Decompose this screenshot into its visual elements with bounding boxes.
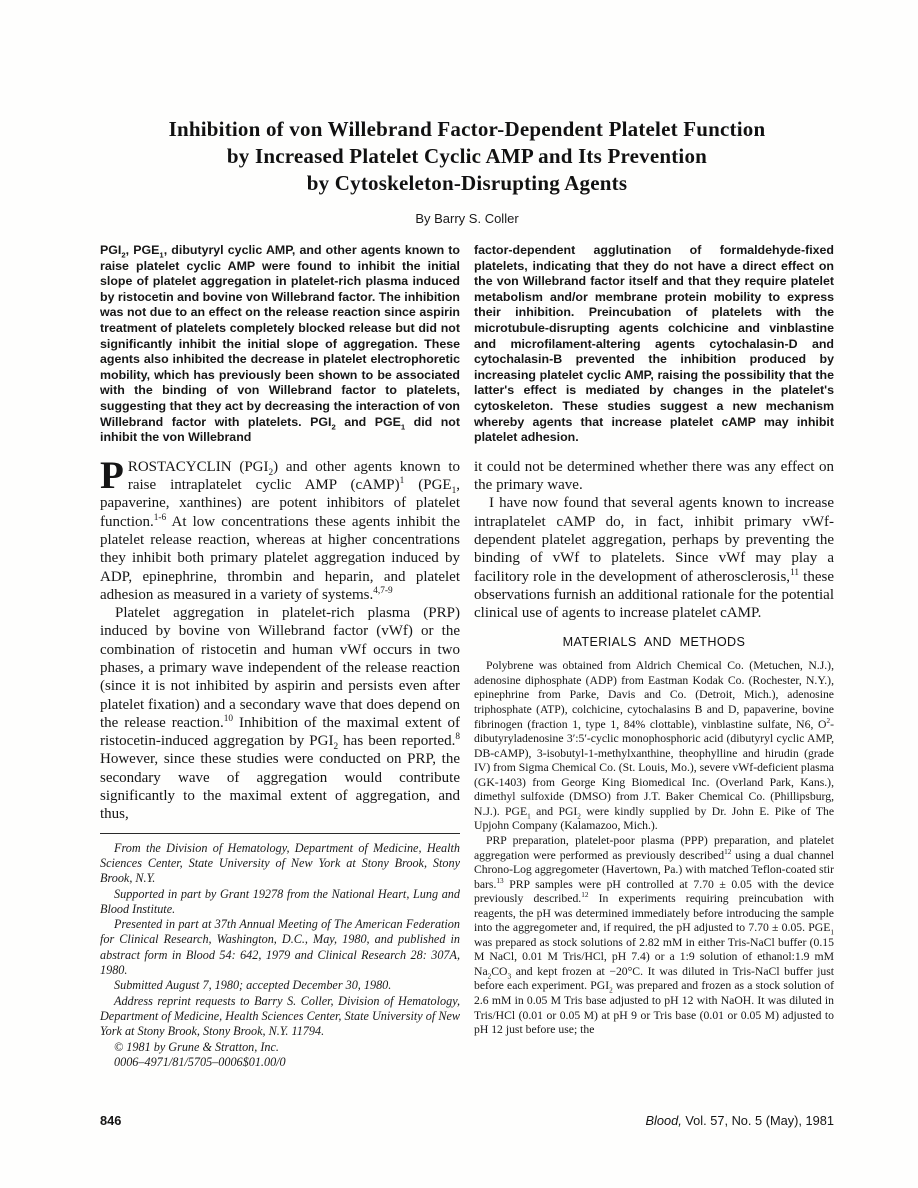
materials-and-methods-section xyxy=(474,635,834,1037)
footnote-divider xyxy=(100,833,460,834)
abstract-left-column: $PGI_2$, $PGE_1$, dibutyryl cyclic AMP, and other agents known to raise platelet cyclic AMP were found to inhibit the initial slope of platelet aggregation in platelet-rich plasma induced by ristocetin and bovine von Willebrand factor. The inhibition was not due to an effect on the release reaction since aspirin treatment of platelets completely blocked release but did not significantly inhibit the initial slope of aggregation. These agents also inhibited the decrease in platelet electrophoretic mobility, which has previously been shown to be associated with the binding of von Willebrand factor to platelets, suggesting that they act by decreasing the interaction of von Willebrand factor with platelets. $PGI_2$ and $PGE_1$ did not inhibit the von Willebrand xyxy=(100,243,460,445)
article-title-line-1: Inhibition of von Willebrand Factor-Dependent Platelet Function xyxy=(168,117,766,141)
intro-paragraph: PROSTACYCLIN $(PGI_2)$ and other agents known to raise intraplatelet cyclic AMP (cAMP)$^1$ ($PGE_1$, papaverine, xanthines) are potent inhibitors of platelet function.$^{1-6}$ At low concentrations these agents inhibit the platelet release reaction, whereas at higher concentrations they inhibit both primary platelet aggregation induced by ADP, epinephrine, thrombin and heparin, and platelet adhesion as measured in a variety of systems.$^{4,7-9}$ xyxy=(100,453,460,603)
methods-heading: MATERIALS AND METHODS xyxy=(562,635,746,650)
journal-issue: Vol. 57, No. 5 (May), 1981 xyxy=(681,1113,834,1128)
footnote-support: Supported in part by Grant 19278 from the National Heart, Lung and Blood Institute. xyxy=(100,886,460,916)
footnote-reprints: Address reprint requests to Barry S. Coller, Division of Hematology, Department of Medicine, Health Sciences Center, State University of New York at Stony Brook, Stony Brook, N.Y. 11794. xyxy=(100,993,460,1039)
byline: By Barry S. Coller xyxy=(415,211,519,226)
body-right-text xyxy=(474,458,834,623)
body-right-column xyxy=(474,458,834,1070)
page-footer xyxy=(100,1113,834,1128)
continuation-paragraph: it could not be determined whether there was any effect on the primary wave. xyxy=(474,458,834,494)
findings-paragraph: I have now found that several agents known to increase intraplatelet cAMP do, in fact, inhibit primary vWf-dependent platelet aggregation, perhaps by preventing the binding of vWf to platelets. Since vWf may play a facilitory role in the development of atherosclerosis,$^{11}$ these observations furnish an additional rationale for the potential clinical use of agents to increase platelet cAMP. xyxy=(474,495,834,622)
journal-citation xyxy=(645,1113,834,1128)
page-number: 846 xyxy=(100,1113,122,1128)
footnotes xyxy=(100,841,460,1070)
footnote-affiliation: From the Division of Hematology, Department of Medicine, Health Sciences Center, State University of New York at Stony Brook, Stony Brook, N.Y. xyxy=(100,840,460,886)
footnote-copyright: © 1981 by Grune & Stratton, Inc. xyxy=(114,1039,279,1054)
abstract xyxy=(100,243,834,446)
journal-name: Blood, xyxy=(645,1113,682,1128)
article-title xyxy=(100,116,834,197)
abstract-right-column: factor-dependent agglutination of formaldehyde-fixed platelets, indicating that they do not have a direct effect on the von Willebrand factor itself and that they require platelet metabolism and/or membrane protein mobility to express their inhibition. Preincubation of platelets with the microtubule-disrupting agents colchicine and vinblastine and microfilament-altering agents cytochalasin-D and cytochalasin-B prevented the inhibition produced by increasing platelet cyclic AMP, raising the possibility that the latter's effect is mediated by changes in the platelet's cytoskeleton. These studies suggest a new mechanism whereby agents that increase platelet cAMP may inhibit platelet adhesion. xyxy=(474,243,834,445)
methods-paragraph-2: PRP preparation, platelet-poor plasma (PPP) preparation, and platelet aggregation were performed as previously described$^{12}$ using a dual channel Chrono-Log aggregometer (Havertown, Pa.) with matched Teflon-coated stir bars.$^{13}$ PRP samples were pH controlled at 7.70 ± 0.05 with the device previously described.$^{12}$ In experiments requiring preincubation with reagents, the pH was determined immediately before introducing the sample into the aggregometer and, if required, the pH adjusted to 7.70 ± 0.05. $PGE_1$ was prepared as stock solutions of 2.82 mM in either Tris-NaCl buffer (0.15 M NaCl, 0.01 M Tris/HCl, pH 7.4) or a 1:9 solution of ethanol:1.9 mM $Na_2CO_3$ and kept frozen at −20°C. It was diluted in Tris-NaCl buffer just before each experiment. $PGI_2$ was prepared and frozen as a stock solution of 2.6 mM in 0.05 M Tris base adjusted to pH 12 with NaOH. It was diluted in Tris/HCl (0.01 or 0.05 M) at pH 9 or Tris base (0.01 or 0.05 M) adjusted to pH 12 just before use; the xyxy=(474,833,835,1037)
footnote-submitted: Submitted August 7, 1980; accepted December 30, 1980. xyxy=(114,978,392,993)
body-left-column xyxy=(100,453,460,1070)
article-body xyxy=(100,453,835,1070)
footnote-issn-code: 0006–4971/81/5705–0006$01.00/0 xyxy=(114,1054,286,1069)
footnote-presented: Presented in part at 37th Annual Meeting of The American Federation for Clinical Research, Washington, D.C., May, 1980, and published in abstract form in Blood 54: 642, 1979 and Clinical Research 28: 307A, 1980. xyxy=(100,917,460,978)
article-title-line-3: by Cytoskeleton-Disrupting Agents xyxy=(306,171,628,195)
intro-paragraph-2: Platelet aggregation in platelet-rich plasma (PRP) induced by bovine von Willebrand factor (vWf) or the combination of ristocetin and human vWf occurs in two phases, a primary wave independent of the release reaction (since it is not inhibited by aspirin and persists even after platelet fixation) and a secondary wave that does depend on the release reaction.$^{10}$ Inhibition of the maximal extent of ristocetin-induced aggregation by $PGI_2$ has been reported.$^8$ However, since these studies were conducted on PRP, the secondary wave of aggregation would contribute significantly to the maximal extent of aggregation, and thus, xyxy=(100,605,460,823)
article-title-line-2: by Increased Platelet Cyclic AMP and Its Prevention xyxy=(226,144,708,168)
methods-paragraph-1: Polybrene was obtained from Aldrich Chemical Co. (Metuchen, N.J.), adenosine diphosphate (ADP) from Eastman Kodak Co. (Rochester, N.Y.), epinephrine from Parke, Davis and Co. (Detroit, Mich.), adenosine triphosphate (ATP), colchicine, cytochalasins B and D, papaverine, bovine fibrinogen (fraction 1, type 1, 84% clottable), vinblastine sulfate, N6, $O^2$-dibutyryladenosine 3′:5′-cyclic monophosphoric acid (dibutyryl cyclic AMP, DB-cAMP), 3-isobutyl-1-methylxanthine, theophylline and hirudin (grade IV) from Sigma Chemical Co. (St. Louis, Mo.), severe vWf-deficient plasma (GK-1403) from George King Biomedical Inc. (Overland Park, Kans.), dimethyl sulfoxide (DMSO) from J.T. Baker Chemical Co. (Phillipsburg, N.J.). $PGE_1$ and $PGI_2$ were kindly supplied by Dr. John E. Pike of The Upjohn Company (Kalamazoo, Mich.). xyxy=(474,659,835,833)
